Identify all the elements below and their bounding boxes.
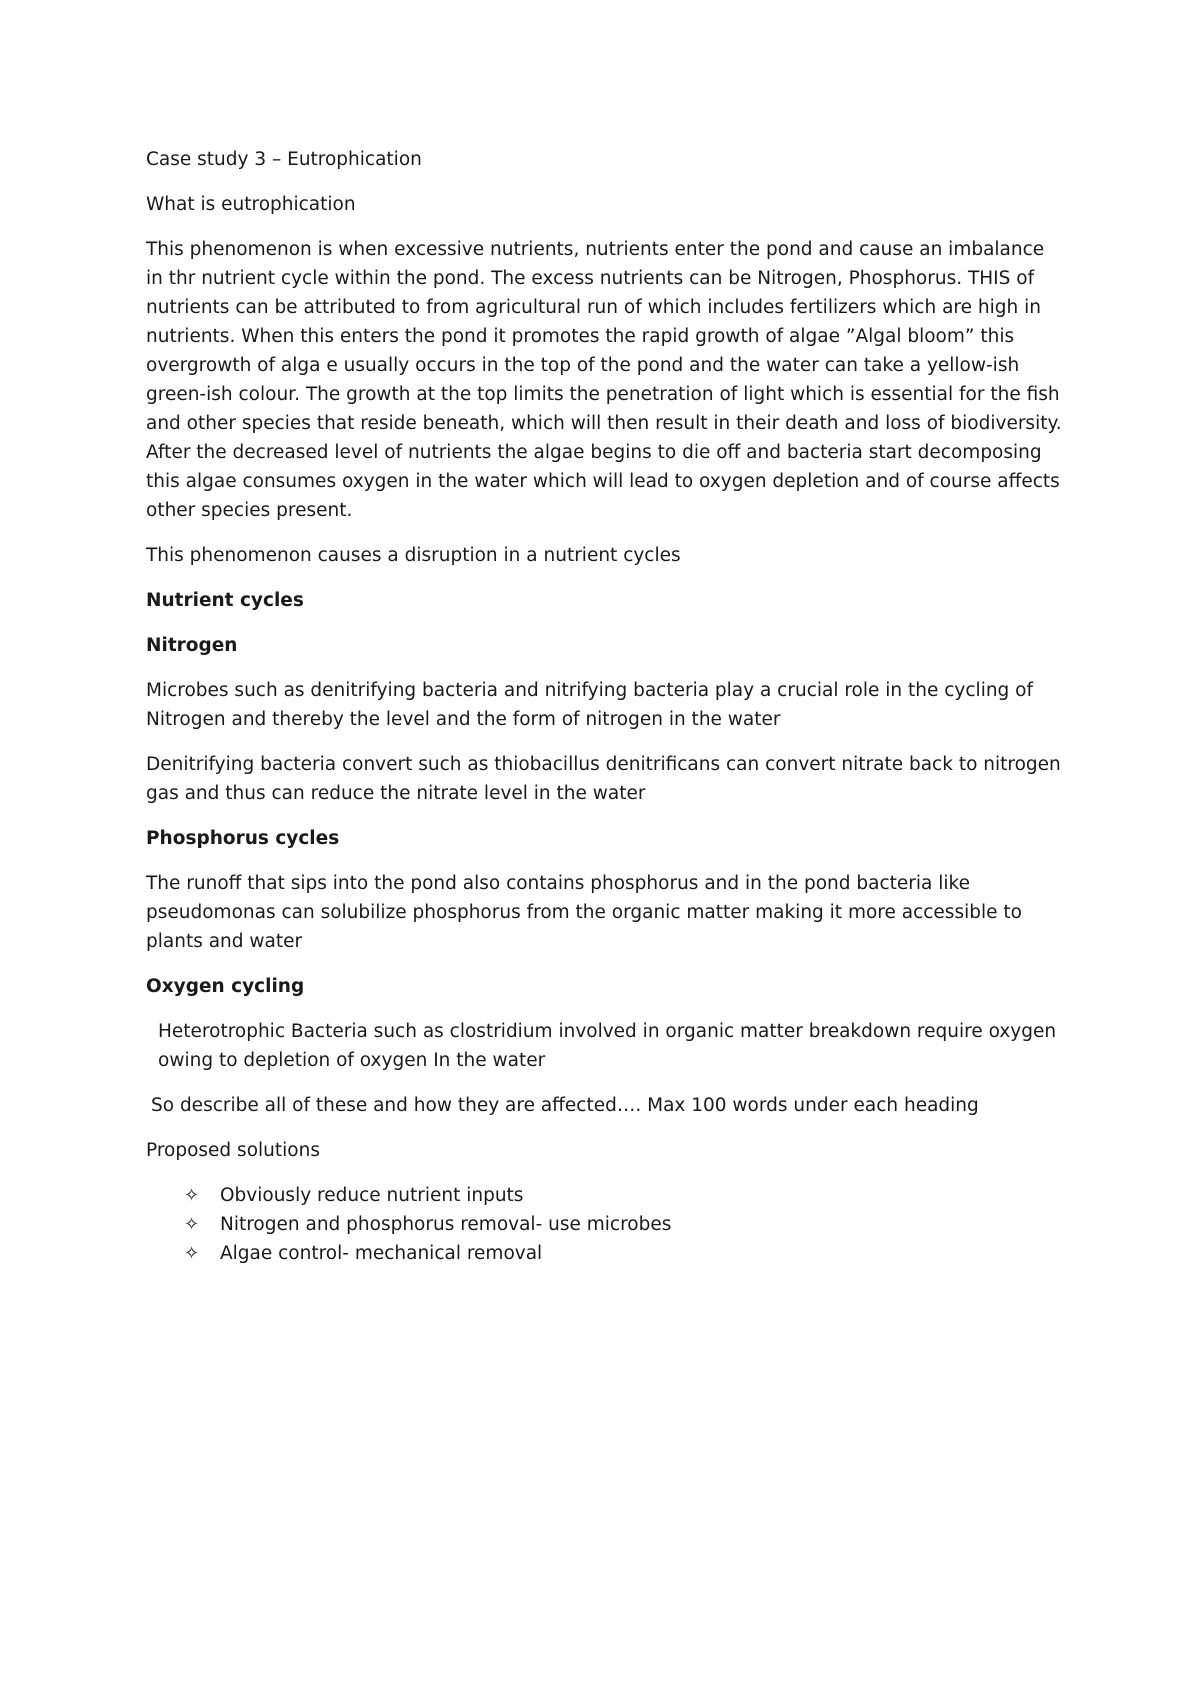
solutions-list-item	[184, 1239, 1066, 1268]
heading-nutrient-cycles: Nutrient cycles	[146, 590, 304, 611]
phosphorus-paragraph: The runoff that sips into the pond also contains phosphorus and in the pond bacteria like pseudomonas can solubilize phosphorus from the organic matter making it more accessible to plants and water	[146, 873, 1022, 952]
subtitle-what-is-eutrophication: What is eutrophication	[146, 194, 356, 215]
heading-phosphorus-cycles: Phosphorus cycles	[146, 828, 340, 849]
heading-proposed-solutions: Proposed solutions	[146, 1140, 320, 1161]
oxygen-paragraph: Heterotrophic Bacteria such as clostridium involved in organic matter breakdown require oxygen owing to depletion of oxygen In the water	[158, 1021, 1057, 1071]
heading-oxygen-cycling: Oxygen cycling	[146, 976, 305, 997]
solutions-list	[146, 1181, 1066, 1268]
solution-text: Nitrogen and phosphorus removal- use microbes	[220, 1214, 672, 1235]
intro-paragraph: This phenomenon is when excessive nutrients, nutrients enter the pond and cause an imbalance in thr nutrient cycle within the pond. The excess nutrients can be Nitrogen, Phosphorus. THIS of nutrients can be attributed to from agricultural run of which includes fertilizers which are high in nutrients. When this enters the pond it promotes the rapid growth of algae ”Algal bloom” this overgrowth of alga e usually occurs in the top of the pond and the water can take a yellow-ish green-ish colour. The growth at the top limits the penetration of light which is essential for the fish and other species that reside beneath, which will then result in their death and loss of biodiversity. After the decreased level of nutrients the algae begins to die off and bacteria start decomposing this algae consumes oxygen in the water which will lead to oxygen depletion and of course affects other species present.	[146, 239, 1062, 521]
instruction-paragraph: So describe all of these and how they are affected…. Max 100 words under each heading	[151, 1095, 979, 1116]
disruption-paragraph: This phenomenon causes a disruption in a nutrient cycles	[146, 545, 681, 566]
four-point-star-bullet-icon: ✧	[184, 1185, 200, 1206]
solution-text: Obviously reduce nutrient inputs	[220, 1185, 524, 1206]
four-point-star-bullet-icon: ✧	[184, 1243, 200, 1264]
heading-nitrogen: Nitrogen	[146, 635, 238, 656]
solution-text: Algae control- mechanical removal	[220, 1243, 543, 1264]
nitrogen-paragraph-2: Denitrifying bacteria convert such as thiobacillus denitrificans can convert nitrate back to nitrogen gas and thus can reduce the nitrate level in the water	[146, 754, 1061, 804]
solutions-list-item	[184, 1181, 1066, 1210]
nitrogen-paragraph-1: Microbes such as denitrifying bacteria and nitrifying bacteria play a crucial role in the cycling of Nitrogen and thereby the level and the form of nitrogen in the water	[146, 680, 1034, 730]
document-body	[146, 145, 1066, 1268]
document-title: Case study 3 – Eutrophication	[146, 149, 422, 170]
solutions-list-item	[184, 1210, 1066, 1239]
four-point-star-bullet-icon: ✧	[184, 1214, 200, 1235]
